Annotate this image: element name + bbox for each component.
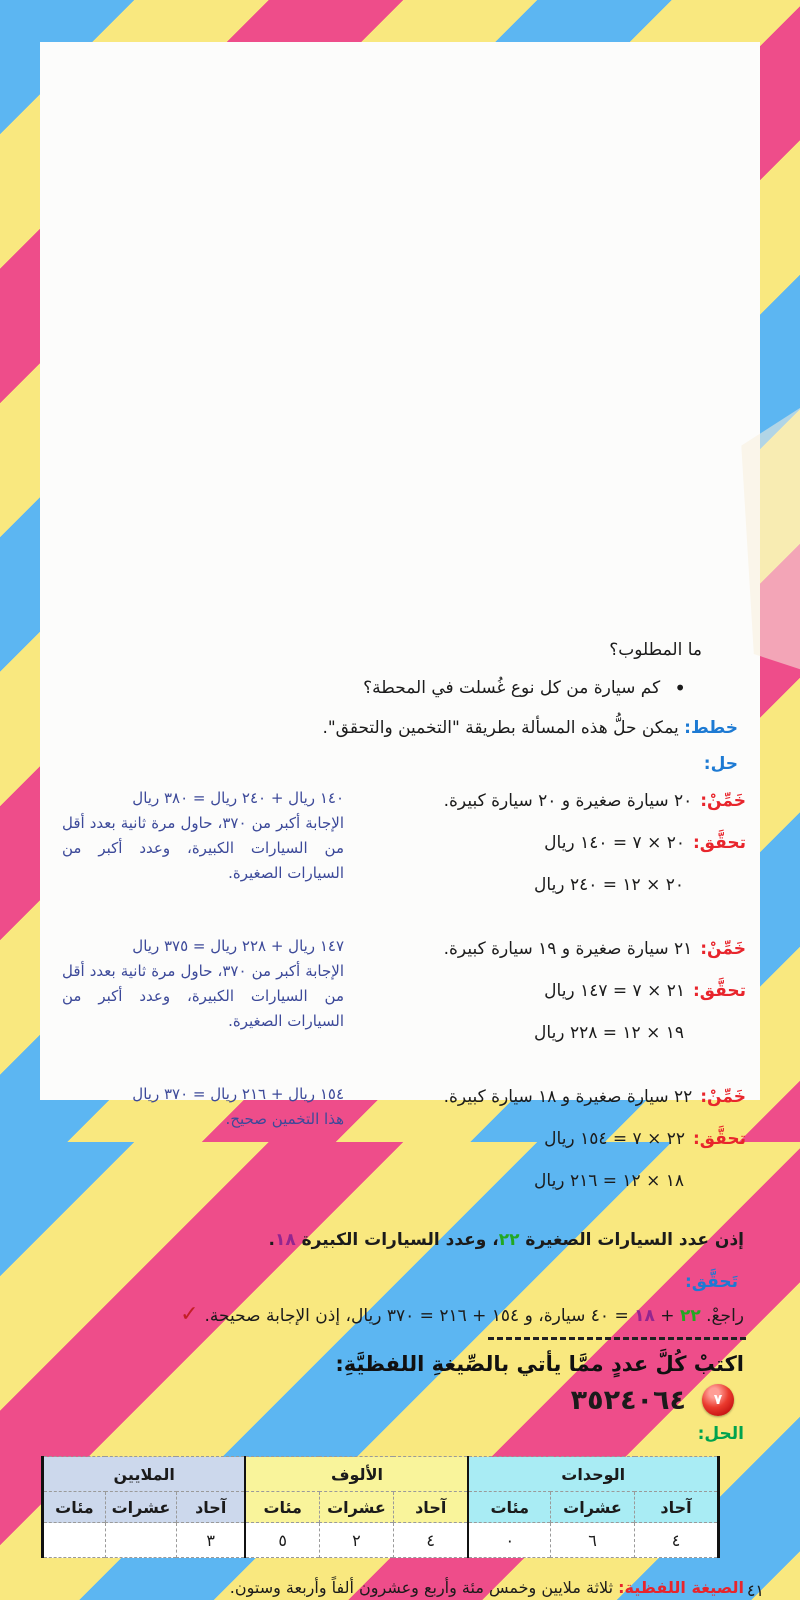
verify-rest: = ٤٠ سيارة، و ١٥٤ + ٢١٦ = ٣٧٠ ريال، إذن الإجابة صحيحة.: [204, 1306, 635, 1326]
exercise-number-row: [56, 1384, 734, 1416]
val-units-hundreds: ٠: [468, 1523, 550, 1558]
val-thousands-ones: ٤: [393, 1523, 468, 1558]
check-equation-1: ٢٢ × ٧ = ١٥٤ ريال: [544, 1129, 685, 1149]
verbal-form-label: الصيغة اللفظية:: [618, 1578, 744, 1597]
verify-small-count: ٢٢: [679, 1306, 701, 1326]
verbal-form-text: ثلاثة ملايين وخمس مئة وأربع وعشرون ألفاً وأربعة وستون.: [229, 1578, 614, 1597]
group-units: الوحدات: [468, 1457, 718, 1492]
guess-column: [344, 1082, 746, 1208]
val-millions-tens: [105, 1523, 176, 1558]
group-thousands: الألوف: [245, 1457, 468, 1492]
place-value-table: [41, 1456, 720, 1558]
check-label: تحقَّق:: [693, 1129, 746, 1149]
guess-line: [344, 786, 746, 816]
watermark-shape: [709, 348, 800, 707]
solve-label: حل:: [703, 754, 738, 774]
check-equation-2: ١٩ × ١٢ = ٢٢٨ ريال: [534, 1023, 684, 1043]
side-note: [56, 934, 344, 1060]
col-thousands-tens: عشرات: [319, 1492, 393, 1523]
bullet-question-line: [56, 676, 686, 700]
check-equation-1: ٢١ × ٧ = ١٤٧ ريال: [544, 981, 685, 1001]
exercise-number: ٣٥٢٤٠٦٤: [570, 1384, 686, 1416]
solution-block: [56, 786, 746, 912]
solution-blocks: [56, 786, 746, 1208]
side-note: [56, 1082, 344, 1208]
note-text: الإجابة أكبر من ٣٧٠، حاول مرة ثانية بعدد أقل من السيارات الكبيرة، وعدد أكبر من السيارات الصغيرة.: [62, 814, 344, 882]
val-units-ones: ٤: [635, 1523, 719, 1558]
column-header-row: [42, 1492, 718, 1523]
solution-label: الحل:: [697, 1424, 744, 1444]
checkmark-icon: ✓: [180, 1302, 199, 1327]
check-equation-1: ٢٠ × ٧ = ١٤٠ ريال: [544, 833, 685, 853]
check-line: [344, 828, 746, 858]
values-row: [42, 1523, 718, 1558]
conclusion-suffix: .: [268, 1230, 275, 1250]
bullet-question-text: كم سيارة من كل نوع غُسلت في المحطة؟: [363, 678, 661, 698]
guess-label: خَمِّنْ:: [700, 939, 746, 959]
plan-label: خطط:: [684, 718, 738, 738]
check-line: [344, 976, 746, 1006]
col-thousands-hundreds: مئات: [245, 1492, 319, 1523]
verify-prefix: راجعْ.: [700, 1306, 744, 1326]
note-equation: ١٤٧ ريال + ٢٢٨ ريال = ٣٧٥ ريال: [132, 937, 344, 955]
guess-text: ٢١ سيارة صغيرة و ١٩ سيارة كبيرة.: [443, 939, 693, 959]
big-cars-count: ١٨: [274, 1230, 296, 1250]
conclusion-middle: ، وعدد السيارات الكبيرة: [295, 1230, 499, 1250]
check-equation-2: ١٨ × ١٢ = ٢١٦ ريال: [534, 1171, 684, 1191]
check-line: [344, 1124, 746, 1154]
bullet-icon: •: [674, 676, 686, 700]
conclusion-prefix: إذن عدد السيارات الصغيرة: [519, 1230, 744, 1250]
guess-text: ٢٢ سيارة صغيرة و ١٨ سيارة كبيرة.: [443, 1087, 693, 1107]
col-millions-ones: آحاد: [176, 1492, 245, 1523]
page-number: ٤١: [746, 1581, 764, 1600]
question-prompt: ما المطلوب؟: [609, 640, 702, 660]
question-number-badge: ٧: [702, 1384, 734, 1416]
col-millions-hundreds: مئات: [42, 1492, 105, 1523]
col-units-hundreds: مئات: [468, 1492, 550, 1523]
val-thousands-hundreds: ٥: [245, 1523, 319, 1558]
note-text: هذا التخمين صحيح.: [225, 1110, 344, 1128]
col-units-tens: عشرات: [551, 1492, 635, 1523]
solution-block: [56, 934, 746, 1060]
note-equation: ١٤٠ ريال + ٢٤٠ ريال = ٣٨٠ ريال: [132, 789, 344, 807]
solution-block: [56, 1082, 746, 1208]
check-label: تحقَّق:: [693, 833, 746, 853]
guess-label: خَمِّنْ:: [700, 791, 746, 811]
val-thousands-tens: ٢: [319, 1523, 393, 1558]
check-equation-2: ٢٠ × ١٢ = ٢٤٠ ريال: [534, 875, 684, 895]
verify-line: [56, 1302, 744, 1327]
group-millions: الملايين: [42, 1457, 245, 1492]
verify-plus: +: [654, 1306, 680, 1326]
col-thousands-ones: آحاد: [393, 1492, 468, 1523]
conclusion-line: [56, 1230, 744, 1250]
check-label: تحقَّق:: [693, 981, 746, 1001]
group-header-row: [42, 1457, 718, 1492]
guess-line: [344, 934, 746, 964]
guess-column: [344, 786, 746, 912]
side-note: [56, 786, 344, 912]
small-cars-count: ٢٢: [498, 1230, 520, 1250]
val-millions-hundreds: [42, 1523, 105, 1558]
dashed-divider: [488, 1337, 746, 1340]
exercise-heading: اكتبْ كُلَّ عددٍ ممَّا يأتي بالصِّيغةِ اللفظيَّةِ:: [335, 1352, 744, 1376]
val-units-tens: ٦: [551, 1523, 635, 1558]
col-millions-tens: عشرات: [105, 1492, 176, 1523]
plan-line: [56, 718, 738, 738]
col-units-ones: آحاد: [635, 1492, 719, 1523]
verify-label: تَحقَّق:: [685, 1272, 738, 1292]
note-text: الإجابة أكبر من ٣٧٠، حاول مرة ثانية بعدد أقل من السيارات الكبيرة، وعدد أكبر من السيارات الصغيرة.: [62, 962, 344, 1030]
verify-big-count: ١٨: [634, 1306, 655, 1326]
guess-label: خَمِّنْ:: [700, 1087, 746, 1107]
guess-text: ٢٠ سيارة صغيرة و ٢٠ سيارة كبيرة.: [443, 791, 693, 811]
guess-column: [344, 934, 746, 1060]
note-equation: ١٥٤ ريال + ٢١٦ ريال = ٣٧٠ ريال: [132, 1085, 344, 1103]
guess-line: [344, 1082, 746, 1112]
plan-text: يمكن حلُّ هذه المسألة بطريقة "التخمين والتحقق".: [322, 718, 679, 738]
content-area: [40, 42, 764, 1600]
val-millions-ones: ٣: [176, 1523, 245, 1558]
